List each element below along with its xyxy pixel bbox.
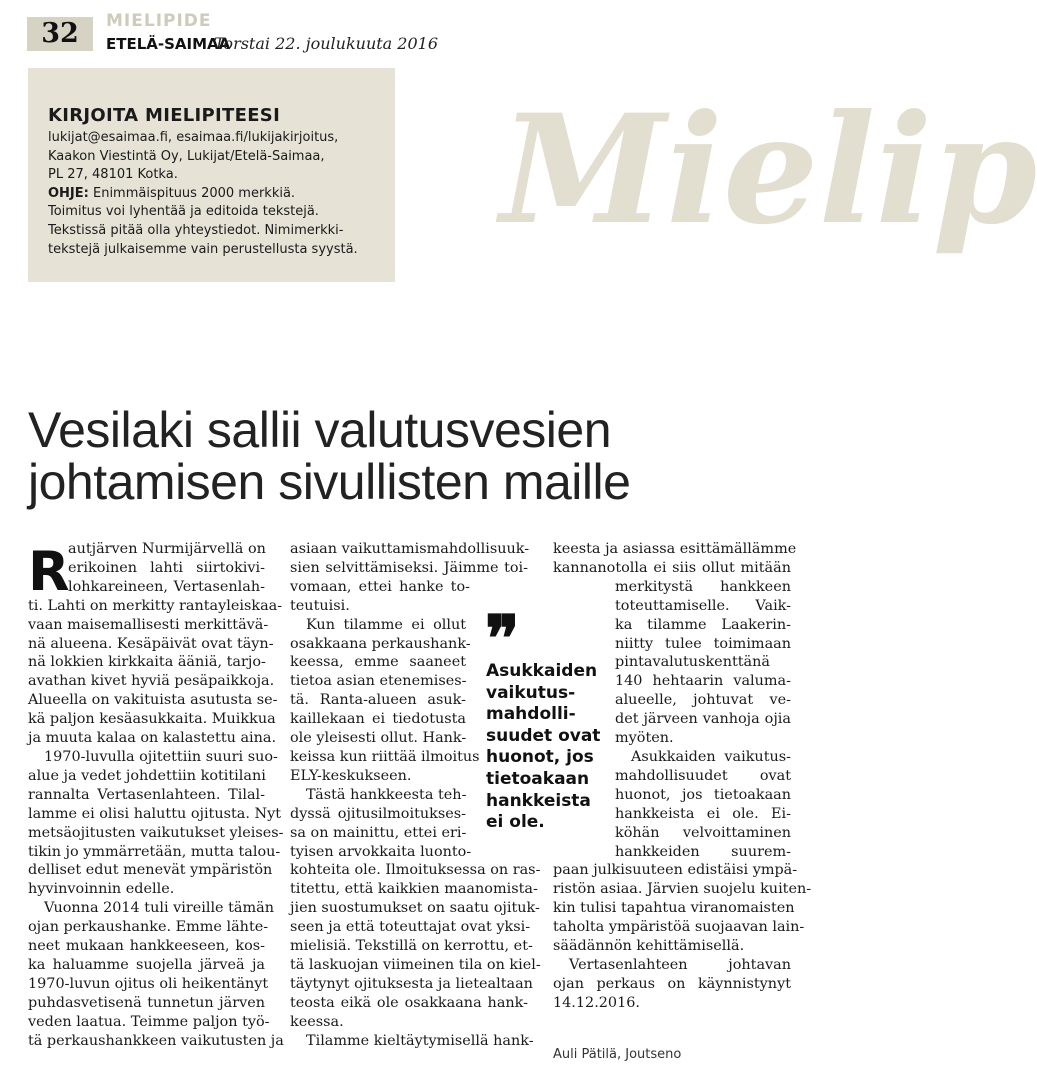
text-line: 140 hehtaarin valuma-	[615, 673, 791, 690]
text-line: keessa, emme saaneet	[290, 654, 466, 671]
text-line: sien selvittämiseksi. Jäimme toi-	[290, 559, 528, 576]
text-line: hankkeiden suurem-	[615, 843, 791, 860]
text-line: keessa.	[290, 1013, 344, 1030]
text-line: avathan kivet hyviä pesäpaikkoja.	[28, 673, 275, 690]
text-line: rannalta Vertasenlahteen. Tilal-	[28, 786, 265, 803]
text-line: sa on mainittu, ettei eri-	[290, 824, 467, 841]
text-line: hankkeista ei ole. Ei-	[615, 805, 791, 822]
text-line: puhdasvetisenä tunnetun järven	[28, 994, 265, 1011]
text-line: titettu, että kaikkien maanomista-	[290, 881, 538, 898]
pull-quote-line: mahdolli-	[486, 704, 576, 725]
text-line: paan julkisuuteen edistäisi ympä-	[553, 862, 798, 879]
pull-quote-line: Asukkaiden	[486, 661, 598, 681]
text-line: Vertasenlahteen johtavan	[569, 956, 791, 973]
text-line: alue ja vedet johdettiin kotitilani	[28, 767, 266, 784]
text-line: neet mukaan hankkeeseen, kos-	[28, 938, 265, 955]
text-line: Tilamme kieltäytymisellä hank-	[306, 1032, 534, 1049]
text-line: taholta ympäristöä suojaavan lain-	[553, 919, 805, 936]
text-line: jien suostumukset on saatu ojituk-	[290, 900, 540, 917]
pull-quote-line: huonot, jos	[486, 747, 594, 768]
submission-info-box	[28, 68, 395, 282]
article-column-1	[28, 540, 284, 1050]
headline-line: johtamisen sivullisten maille	[28, 454, 631, 510]
drop-cap: R	[28, 540, 70, 603]
text-line: merkitystä hankkeen	[615, 578, 791, 595]
text-line: tietoa asian etenemises-	[290, 673, 467, 690]
pull-quote-line: hankkeista	[486, 790, 591, 811]
text-line: kaillekaan ei tiedotusta	[290, 711, 466, 728]
text-line: keissa kun riittää ilmoitus	[290, 748, 480, 765]
text-line: Alueella on vakituista asutusta se-	[28, 692, 278, 709]
text-line: ka haluamme suojella järveä ja	[28, 956, 265, 973]
info-line: PL 27, 48101 Kotka.	[48, 167, 178, 183]
text-line: seen ja että toteuttajat ovat yksi-	[290, 919, 531, 936]
text-line: mielisiä. Tekstillä on kerrottu, et-	[290, 938, 533, 955]
text-line: tä laskuojan viimeinen tila on kiel-	[290, 956, 541, 973]
text-line: lohkareineen, Vertasenlah-	[68, 578, 265, 595]
text-line: teosta eikä ole osakkaana hank-	[290, 994, 528, 1011]
text-line: dyssä ojitusilmoitukses-	[290, 805, 466, 822]
info-line: tekstejä julkaisemme vain perustellusta syystä.	[48, 241, 358, 257]
text-line: Vuonna 2014 tuli vireille tämän	[44, 900, 275, 917]
text-line: Asukkaiden vaikutus-	[631, 748, 791, 765]
section-label: MIELIPIDE	[106, 11, 212, 31]
text-line: Kun tilamme ei ollut	[306, 616, 466, 633]
text-line: tä perkaushankkeen vaikutusten ja	[28, 1032, 284, 1049]
issue-date: Torstai 22. joulukuuta 2016	[214, 34, 439, 53]
text-line: vaan maisemallisesti merkittävä-	[28, 616, 269, 633]
text-line: delliset edut menevät ympäristön	[28, 862, 273, 879]
text-line: osakkaana perkaushank-	[290, 635, 471, 652]
newspaper-name: ETELÄ-SAIMAA	[106, 35, 231, 53]
text-line: ristön asiaa. Järvien suojelu kuiten-	[553, 881, 812, 898]
quote-mark-icon: ❞	[485, 602, 520, 677]
page-number: 32	[27, 17, 93, 51]
text-line: keesta ja asiassa esittämällämme	[553, 541, 797, 557]
article-column-3	[553, 540, 812, 1013]
pull-quote-line: ei ole.	[486, 812, 545, 833]
text-line: myöten.	[615, 730, 674, 747]
text-line: säädännön kehittämisellä.	[553, 938, 745, 955]
text-line: ELY-keskukseen.	[290, 767, 412, 784]
author-signature: Auli Pätilä, Joutseno	[553, 1047, 682, 1062]
text-line: kohteita ole. Ilmoituksessa on ras-	[290, 862, 541, 879]
text-line: huonot, jos tietoakaan	[615, 786, 791, 803]
article-headline	[28, 404, 630, 508]
text-line: tä. Ranta-alueen asuk-	[290, 692, 466, 709]
pull-quote-line: tietoakaan	[486, 768, 590, 789]
text-line: lamme ei olisi haluttu ojitusta. Nyt	[28, 805, 281, 822]
text-line: ojan perkaus on käynnistynyt	[553, 975, 791, 992]
text-line: tyisen arvokkaita luonto-	[290, 843, 472, 860]
headline-line: Vesilaki sallii valutusvesien	[28, 402, 612, 458]
ohje-text: Enimmäispituus 2000 merkkiä.	[88, 185, 296, 201]
text-line: erikoinen lahti siirtokivi-	[68, 559, 265, 576]
text-line: nä lokkien kirkkaita ääniä, tarjo-	[28, 654, 266, 671]
text-line: 1970-luvulla ojitettiin suuri suo-	[44, 748, 278, 765]
text-line: kannanotolla ei siis ollut mitään	[553, 559, 791, 576]
info-box-title: KIRJOITA MIELIPITEESI	[48, 105, 281, 126]
text-line: ti. Lahti on merkitty rantayleiskaa-	[28, 597, 283, 614]
text-line: niitty tulee toimimaan	[615, 635, 791, 652]
text-line: täytynyt ojituksesta ja lietealtaan	[290, 975, 533, 992]
text-line: det järveen vanhoja ojia	[615, 711, 791, 728]
text-line: tikin jo ymmärretään, mutta talou-	[28, 843, 281, 860]
text-line: toteuttamiselle. Vaik-	[615, 597, 791, 614]
info-line: Tekstissä pitää olla yhteystiedot. Nimimerkki-	[48, 222, 344, 238]
info-ohje-line	[48, 185, 395, 204]
text-line: kin tulisi tapahtua viranomaisten	[553, 900, 795, 917]
text-line: vomaan, ettei hanke to-	[290, 578, 470, 595]
text-line: mahdollisuudet ovat	[615, 767, 791, 784]
text-line: veden laatua. Teimme paljon työ-	[28, 1013, 270, 1030]
text-line: ole yleisesti ollut. Hank-	[290, 730, 467, 747]
pull-quote-line: vaikutus-	[486, 682, 576, 703]
text-line: 14.12.2016.	[553, 994, 640, 1011]
text-line: hyvinvoinnin edelle.	[28, 881, 175, 898]
text-line: ojan perkaushanke. Emme lähte-	[28, 919, 269, 936]
text-line: alueelle, johtuvat ve-	[615, 692, 791, 709]
text-line: köhän velvoittaminen	[615, 824, 791, 841]
text-line: nä alueena. Kesäpäivät ovat täyn-	[28, 635, 274, 652]
text-line: ja muuta kalaa on kalastettu aina.	[28, 730, 277, 747]
decorative-section-word: Mielip	[500, 82, 1037, 258]
text-line: metsäojitusten vaikutukset yleises-	[28, 824, 284, 841]
text-line: autjärven Nurmijärvellä on	[68, 541, 266, 557]
pull-quote-line: suudet ovat	[486, 725, 601, 746]
text-line: ka tilamme Laakerin-	[615, 616, 791, 633]
info-line: Kaakon Viestintä Oy, Lukijat/Etelä-Saimaa,	[48, 148, 325, 164]
text-line: kä paljon kesäasukkaita. Muikkua	[28, 711, 276, 728]
info-line: Toimitus voi lyhentää ja editoida tekstejä.	[48, 204, 319, 220]
text-line: asiaan vaikuttamismahdollisuuk-	[290, 541, 530, 557]
text-line: pintavalutuskenttänä	[615, 654, 770, 671]
text-line: Tästä hankkeesta teh-	[306, 786, 467, 803]
info-line: lukijat@esaimaa.fi, esaimaa.fi/lukijakirjoitus,	[48, 130, 339, 145]
ohje-label: OHJE:	[48, 185, 89, 201]
text-line: teutuisi.	[290, 597, 350, 614]
text-line: 1970-luvun ojitus oli heikentänyt	[28, 975, 269, 992]
